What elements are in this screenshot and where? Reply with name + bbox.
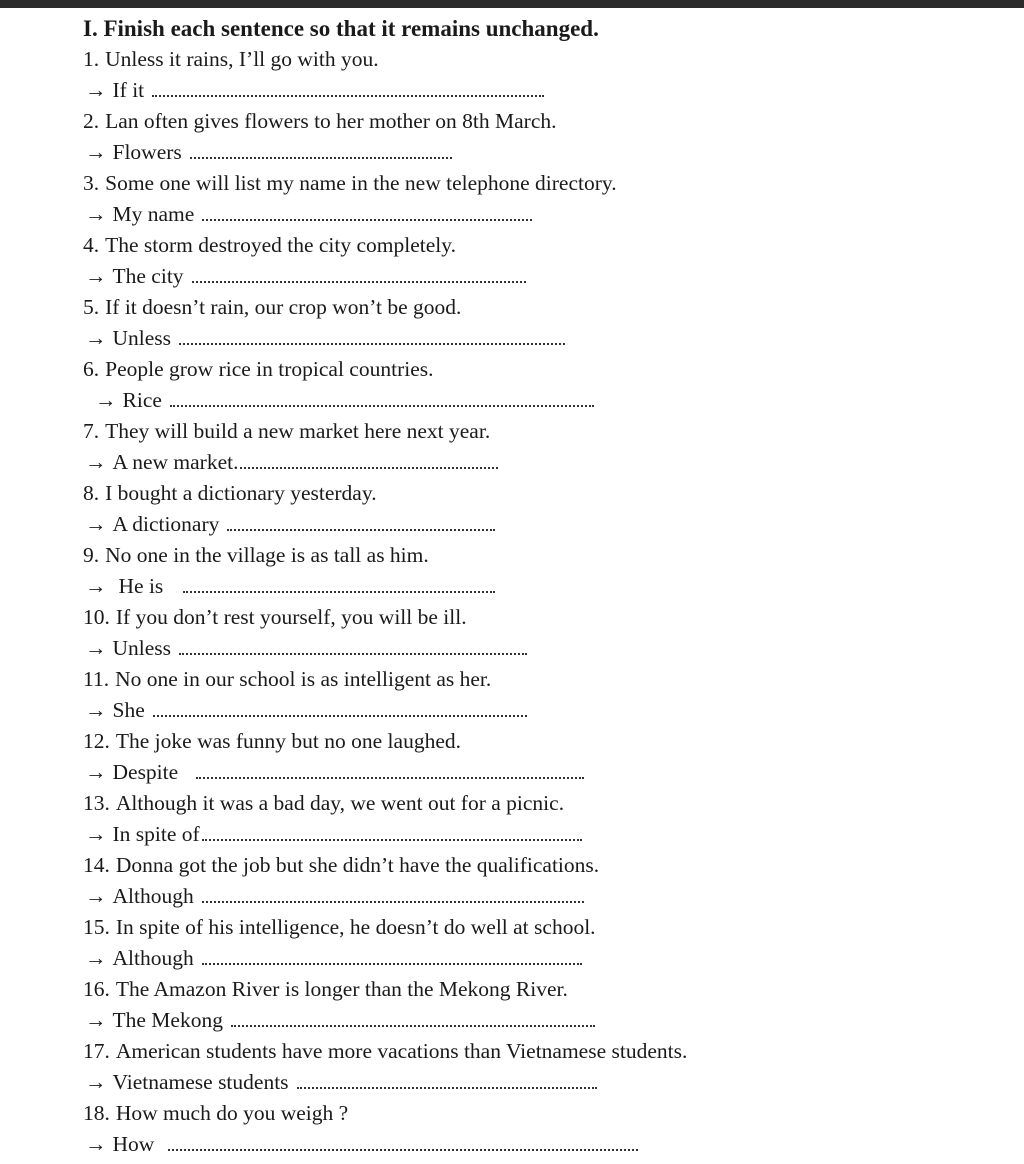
answer-blank[interactable]	[240, 463, 498, 469]
arrow-icon: →	[85, 202, 107, 226]
arrow-icon: →	[85, 512, 107, 536]
exercise-item	[83, 416, 1003, 478]
question-line	[83, 292, 1003, 323]
top-border	[0, 0, 1024, 8]
answer-prompt: Although	[112, 884, 194, 908]
question-sentence: Lan often gives flowers to her mother on 8th March.	[105, 109, 557, 133]
question-line	[83, 974, 1003, 1005]
question-number: 14.	[83, 853, 110, 877]
answer-prompt: My name	[112, 202, 195, 226]
answer-prompt: She	[112, 698, 145, 722]
question-sentence: Donna got the job but she didn’t have the qualifications.	[115, 853, 600, 877]
arrow-icon: →	[85, 326, 107, 350]
question-sentence: If you don’t rest yourself, you will be ill.	[115, 605, 467, 629]
answer-blank[interactable]	[168, 1145, 638, 1151]
arrow-icon: →	[85, 140, 107, 164]
arrow-icon: →	[85, 760, 107, 784]
answer-prompt: The Mekong	[112, 1008, 223, 1032]
answer-line	[83, 323, 1003, 354]
question-sentence: I bought a dictionary yesterday.	[105, 481, 377, 505]
question-line	[83, 850, 1003, 881]
answer-line	[83, 819, 1003, 850]
exercise-item	[83, 168, 1003, 230]
question-sentence: Although it was a bad day, we went out for a picnic.	[115, 791, 565, 815]
question-sentence: How much do you weigh ?	[115, 1101, 349, 1125]
question-number: 8.	[83, 481, 100, 505]
exercise-item	[83, 478, 1003, 540]
answer-line	[83, 695, 1003, 726]
question-line	[83, 1098, 1003, 1129]
exercise-item	[83, 726, 1003, 788]
answer-blank[interactable]	[231, 1021, 595, 1027]
exercise-item	[83, 44, 1003, 106]
answer-prompt: If it	[112, 78, 145, 102]
question-sentence: In spite of his intelligence, he doesn’t do well at school.	[115, 915, 596, 939]
question-line	[83, 912, 1003, 943]
answer-line	[83, 571, 1003, 602]
question-number: 15.	[83, 915, 110, 939]
answer-prompt: Unless	[112, 636, 172, 660]
arrow-icon: →	[85, 698, 107, 722]
answer-prompt: The city	[112, 264, 184, 288]
question-line	[83, 726, 1003, 757]
question-line	[83, 1036, 1003, 1067]
exercise-item	[83, 850, 1003, 912]
question-sentence: The joke was funny but no one laughed.	[115, 729, 461, 753]
answer-blank[interactable]	[202, 835, 582, 841]
answer-prompt: How	[112, 1132, 155, 1156]
answer-line	[83, 1005, 1003, 1036]
answer-line	[83, 1067, 1003, 1098]
arrow-icon: →	[85, 264, 107, 288]
exercise-item	[83, 788, 1003, 850]
answer-blank[interactable]	[179, 649, 527, 655]
question-number: 2.	[83, 109, 100, 133]
exercise-item	[83, 106, 1003, 168]
exercise-item	[83, 664, 1003, 726]
answer-prompt: In spite of	[112, 822, 200, 846]
question-line	[83, 664, 1003, 695]
question-number: 7.	[83, 419, 100, 443]
question-sentence: People grow rice in tropical countries.	[105, 357, 434, 381]
question-sentence: They will build a new market here next year.	[105, 419, 491, 443]
answer-blank[interactable]	[202, 215, 532, 221]
exercise-item	[83, 540, 1003, 602]
arrow-icon: →	[85, 822, 107, 846]
question-sentence: If it doesn’t rain, our crop won’t be good.	[105, 295, 462, 319]
question-number: 16.	[83, 977, 110, 1001]
answer-prompt: Despite	[112, 760, 179, 784]
question-number: 18.	[83, 1101, 110, 1125]
question-line	[83, 44, 1003, 75]
answer-line	[83, 757, 1003, 788]
answer-blank[interactable]	[170, 401, 594, 407]
question-number: 11.	[83, 667, 110, 691]
answer-prompt: He is	[118, 574, 164, 598]
exercise-item	[83, 292, 1003, 354]
arrow-icon: →	[85, 1070, 107, 1094]
question-line	[83, 416, 1003, 447]
arrow-icon: →	[85, 946, 107, 970]
answer-line	[83, 447, 1003, 478]
answer-prompt: Flowers	[112, 140, 182, 164]
exercise-item	[83, 354, 1003, 416]
question-number: 9.	[83, 543, 100, 567]
answer-blank[interactable]	[196, 773, 584, 779]
answer-blank[interactable]	[297, 1083, 597, 1089]
question-line	[83, 230, 1003, 261]
question-sentence: Some one will list my name in the new telephone directory.	[105, 171, 617, 195]
answer-blank[interactable]	[179, 339, 565, 345]
answer-blank[interactable]	[183, 587, 495, 593]
answer-blank[interactable]	[192, 277, 526, 283]
answer-blank[interactable]	[152, 91, 544, 97]
question-number: 1.	[83, 47, 100, 71]
question-number: 12.	[83, 729, 110, 753]
answer-prompt: Although	[112, 946, 194, 970]
exercise-item	[83, 230, 1003, 292]
answer-line	[83, 633, 1003, 664]
question-line	[83, 788, 1003, 819]
answer-prompt: Rice	[122, 388, 162, 412]
question-sentence: Unless it rains, I’ll go with you.	[105, 47, 379, 71]
question-line	[83, 106, 1003, 137]
question-line	[83, 602, 1003, 633]
question-line	[83, 478, 1003, 509]
answer-prompt: A dictionary	[112, 512, 220, 536]
question-line	[83, 168, 1003, 199]
question-number: 3.	[83, 171, 100, 195]
answer-line	[83, 137, 1003, 168]
exercise-item	[83, 1036, 1003, 1098]
question-line	[83, 354, 1003, 385]
exercise-item	[83, 912, 1003, 974]
question-sentence: The storm destroyed the city completely.	[105, 233, 456, 257]
question-number: 10.	[83, 605, 110, 629]
arrow-icon: →	[85, 78, 107, 102]
answer-blank[interactable]	[202, 897, 584, 903]
answer-prompt: Unless	[112, 326, 172, 350]
answer-line	[83, 1129, 1003, 1160]
worksheet	[83, 14, 1003, 1160]
question-sentence: No one in the village is as tall as him.	[105, 543, 429, 567]
question-sentence: No one in our school is as intelligent as her.	[115, 667, 492, 691]
arrow-icon: →	[85, 884, 107, 908]
question-line	[83, 540, 1003, 571]
arrow-icon: →	[85, 450, 107, 474]
answer-prompt: A new market.	[112, 450, 239, 474]
answer-line	[83, 509, 1003, 540]
answer-blank[interactable]	[227, 525, 495, 531]
exercise-item	[83, 1098, 1003, 1160]
arrow-icon: →	[95, 388, 117, 412]
question-number: 5.	[83, 295, 100, 319]
arrow-icon: →	[85, 574, 107, 598]
answer-prompt: Vietnamese students	[112, 1070, 289, 1094]
question-number: 13.	[83, 791, 110, 815]
answer-line	[83, 261, 1003, 292]
answer-blank[interactable]	[202, 959, 582, 965]
answer-line	[83, 943, 1003, 974]
answer-line	[83, 199, 1003, 230]
arrow-icon: →	[85, 1008, 107, 1032]
exercise-heading: I. Finish each sentence so that it remains unchanged.	[83, 16, 599, 41]
question-number: 6.	[83, 357, 100, 381]
answer-blank[interactable]	[190, 153, 452, 159]
exercise-item	[83, 602, 1003, 664]
answer-line	[83, 881, 1003, 912]
question-number: 17.	[83, 1039, 110, 1063]
answer-line	[83, 75, 1003, 106]
answer-line	[83, 385, 1003, 416]
exercise-item	[83, 974, 1003, 1036]
question-number: 4.	[83, 233, 100, 257]
question-sentence: American students have more vacations than Vietnamese students.	[115, 1039, 688, 1063]
arrow-icon: →	[85, 1132, 107, 1156]
answer-blank[interactable]	[153, 711, 527, 717]
question-sentence: The Amazon River is longer than the Mekong River.	[115, 977, 568, 1001]
arrow-icon: →	[85, 636, 107, 660]
